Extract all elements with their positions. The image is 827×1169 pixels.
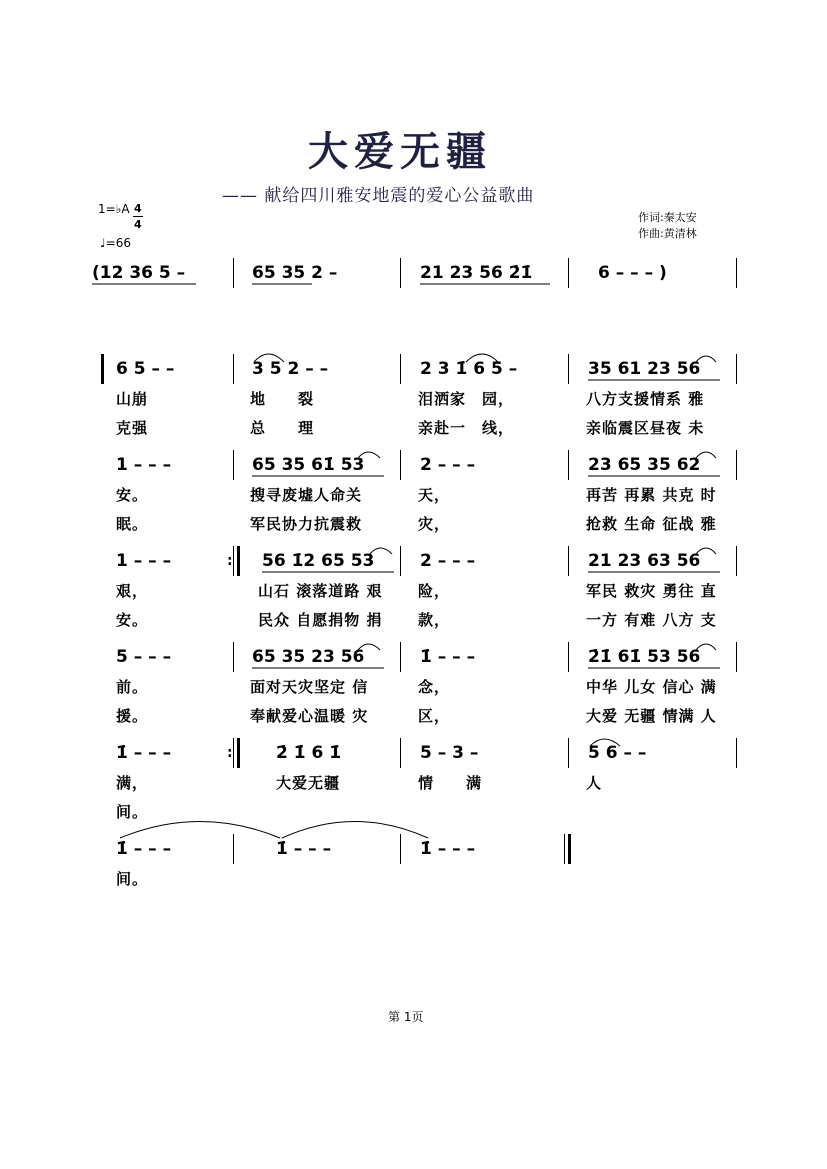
song-title: 大爱无疆 (308, 129, 492, 175)
lyric-line: 军民 救灾 勇往 直 (586, 582, 717, 600)
lyric-line: 眠。 (116, 515, 149, 533)
lyric-line: 间。 (116, 870, 149, 888)
key-signature: 1=♭A (98, 202, 130, 216)
lyric-line: 人 (586, 774, 603, 792)
measure: 2 3 1̇ 6 5 – (420, 359, 518, 379)
measure: 1̇ – – – (116, 839, 172, 859)
measure: 1̇ – – – (420, 839, 476, 859)
lyric-line: 亲临震区昼夜 未 (586, 419, 705, 437)
measure: 5 – 3 – (420, 743, 479, 763)
measure: 65 35 2 – (252, 263, 338, 283)
measure: 5 – – – (116, 647, 172, 667)
slur (358, 644, 380, 650)
lyric-line: 天， (418, 486, 451, 504)
lyric-line: 搜寻废墟人命关 (250, 486, 363, 504)
lyric-line: 地 裂 (250, 390, 315, 408)
lyric-line: 安。 (116, 486, 149, 504)
measure: 6 5 – – (116, 359, 175, 379)
time-signature-bottom: 4 (134, 218, 142, 231)
measure: 1̇ – – – (276, 839, 332, 859)
slur (696, 452, 716, 458)
lyric-line: 念， (418, 678, 451, 696)
measure: 2 – – – (420, 551, 476, 571)
repeat-dots: : (227, 553, 233, 569)
lyric-line: 灾， (418, 515, 451, 533)
lyric-line: 山石 滚落道路 艰 (258, 582, 383, 600)
lyric-line: 安。 (116, 611, 149, 629)
lyric-line: 面对天灾坚定 信 (250, 678, 369, 696)
lyricist-credit: 作词:秦太安 (638, 211, 697, 224)
lyric-line: 奉献爱心温暖 灾 (250, 707, 369, 725)
lyric-line: 款， (418, 611, 451, 629)
measure: 35 61 23 56 (588, 359, 701, 379)
lyric-line: 民众 自愿捐物 捐 (258, 611, 383, 629)
lyric-line: 满， (116, 774, 149, 792)
measure: 65 35 61̇ 53 (252, 455, 365, 475)
lyric-line: 克强 (116, 419, 149, 437)
lyric-line: 险， (418, 582, 451, 600)
time-signature-top: 4 (134, 202, 142, 215)
repeat-dots: : (227, 745, 233, 761)
measure: 3 5 2 – – (252, 359, 329, 379)
tie (120, 822, 280, 839)
slur (466, 354, 498, 362)
measure: 1̇ – – – (116, 743, 172, 763)
lyric-line: 大爱 无疆 情满 人 (586, 707, 717, 725)
slur (358, 452, 380, 458)
measure: (12 36 5 – (92, 263, 186, 283)
slur (590, 739, 620, 746)
lyric-line: 大爱无疆 (276, 774, 341, 792)
composer-credit: 作曲:黄清林 (638, 227, 697, 240)
song-subtitle: —— 献给四川雅安地震的爱心公益歌曲 (222, 186, 535, 206)
measure: 21 23 63 56 (588, 551, 701, 571)
lyric-line: 间。 (116, 803, 149, 821)
measure: 5 6 – – (588, 743, 647, 763)
measure: 56 1̇2 65 53 (262, 551, 375, 571)
lyric-line: 中华 儿女 信心 满 (586, 678, 717, 696)
lyric-line: 八方支援情系 雅 (586, 390, 705, 408)
measure: 65 35 23 56 (252, 647, 365, 667)
lyric-line: 总 理 (250, 419, 315, 437)
measure: 21 23 56 2̇1̇ (420, 263, 533, 283)
lyric-line: 一方 有难 八方 支 (586, 611, 717, 629)
slur (370, 548, 392, 554)
lyric-line: 艰， (116, 582, 149, 600)
slur (254, 354, 284, 362)
lyric-line: 援。 (116, 707, 149, 725)
measure: 2 – – – (420, 455, 476, 475)
lyric-line: 前。 (116, 678, 149, 696)
lyric-line: 军民协力抗震救 (250, 515, 363, 533)
lyric-line: 亲赴一 线， (418, 419, 515, 437)
slur (696, 548, 716, 554)
tie (282, 822, 428, 839)
lyric-line: 抢救 生命 征战 雅 (586, 515, 717, 533)
measure: 2̇1̇ 61̇ 53 56 (588, 647, 701, 667)
measure: 1 – – – (116, 551, 172, 571)
lyric-line: 情 满 (418, 774, 483, 792)
lyric-line: 山崩 (116, 390, 149, 408)
lyric-line: 泪洒家 园， (418, 390, 515, 408)
measure: 6 – – – ) (598, 263, 667, 283)
lyric-line: 区， (418, 707, 451, 725)
lyric-line: 再苦 再累 共克 时 (586, 486, 717, 504)
measure: 2̇ 1̇ 6 1̇ (276, 743, 342, 763)
measure: 1̇ – – – (420, 647, 476, 667)
page-number: 第 1页 (388, 1010, 424, 1024)
slur (696, 356, 716, 362)
slur (696, 644, 716, 650)
measure: 1 – – – (116, 455, 172, 475)
tempo-marking: ♩=66 (100, 236, 131, 250)
measure: 23 65 35 62 (588, 455, 701, 475)
